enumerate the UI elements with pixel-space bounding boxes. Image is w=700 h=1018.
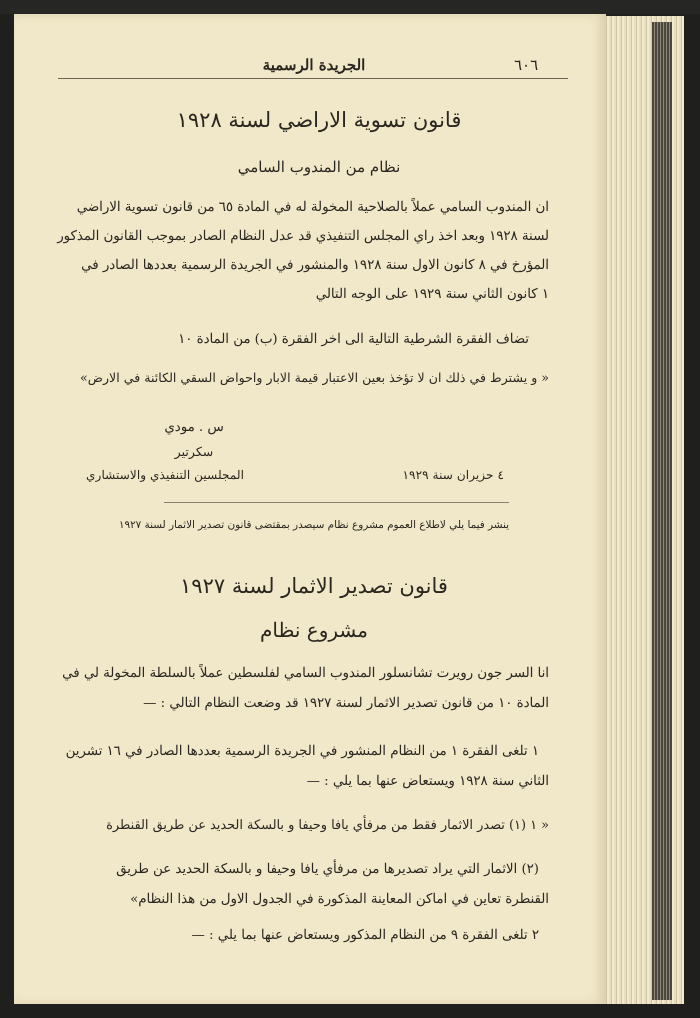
page-number: ٦٠٦: [514, 56, 539, 74]
journal-title: الجريدة الرسمية: [262, 56, 366, 74]
book-spine-edge: [652, 22, 672, 1000]
signatory-council: المجلسين التنفيذي والاستشاري: [86, 468, 244, 482]
signatory-role: سكرتير: [174, 444, 214, 459]
section1-date: ٤ حزيران سنة ١٩٢٩: [402, 468, 504, 482]
section-divider: [164, 502, 509, 503]
item2-line: ٢ تلغى الفقرة ٩ من النظام المذكور ويستعاض عنها بما يلي : —: [191, 928, 539, 943]
section1-paragraph-line-3: المؤرخ في ٨ كانون الاول سنة ١٩٢٨ والمنشور في الجريدة الرسمية بعددها الصادر في: [81, 258, 549, 273]
section2-title: قانون تصدير الاثمار لسنة ١٩٢٧: [180, 574, 448, 598]
header-rule: [58, 78, 568, 79]
section1-paragraph-line-4: ١ كانون الثاني سنة ١٩٢٩ على الوجه التالي: [315, 287, 549, 302]
section1-amendment: تضاف الفقرة الشرطية التالية الى اخر الفقرة (ب) من المادة ١٠: [178, 332, 529, 347]
item1-subclause-1: « ١ (١) تصدر الاثمار فقط من مرفأي يافا وحيفا و بالسكة الحديد عن طريق القنطرة: [106, 818, 549, 833]
item1-subclause-2-line-2: القنطرة تعاين في اماكن المعاينة المذكورة في الجدول الاول من هذا النظام»: [130, 892, 549, 907]
item1-line-1: ١ تلغى الفقرة ١ من النظام المنشور في الجريدة الرسمية بعددها الصادر في ١٦ تشرين: [65, 744, 539, 759]
section1-title: قانون تسوية الاراضي لسنة ١٩٢٨: [176, 108, 462, 132]
item1-line-2: الثاني سنة ١٩٢٨ ويستعاض عنها بما يلي : —: [306, 774, 549, 789]
section1-paragraph-line-1: ان المندوب السامي عملاً بالصلاحية المخولة له في المادة ٦٥ من قانون تسوية الاراضي: [76, 200, 549, 215]
section2-intro-line-2: المادة ١٠ من قانون تصدير الاثمار لسنة ١٩٢٧ قد وضعت النظام التالي : —: [143, 696, 549, 711]
section1-paragraph-line-2: لسنة ١٩٢٨ وبعد اخذ راي المجلس التنفيذي قد عدل النظام الصادر بموجب القانون المذكور: [57, 229, 549, 244]
section2-intro-line-1: انا السر جون رويرت تشانسلور المندوب السامي لفلسطين عملاً بالسلطة المخولة لي في: [62, 666, 549, 681]
item1-subclause-2-line-1: (٢) الاثمار التي يراد تصديرها من مرفأي يافا وحيفا و بالسكة الحديد عن طريق: [116, 862, 539, 877]
page-edges: [604, 16, 684, 1004]
background-top: [0, 0, 700, 14]
section2-subtitle: مشروع نظام: [260, 618, 368, 642]
section1-subtitle: نظام من المندوب السامي: [237, 158, 401, 176]
publication-notice: ينشر فيما يلي لاطلاع العموم مشروع نظام سيصدر بمقتضى قانون تصدير الاثمار لسنة ١٩٢٧: [118, 519, 510, 531]
document-page: [14, 14, 606, 1004]
section1-quote: « و يشترط في ذلك ان لا تؤخذ بعين الاعتبار قيمة الابار واحواض السقي الكائنة في الارض»: [80, 370, 549, 385]
signatory-name: س . مودي: [164, 420, 224, 435]
